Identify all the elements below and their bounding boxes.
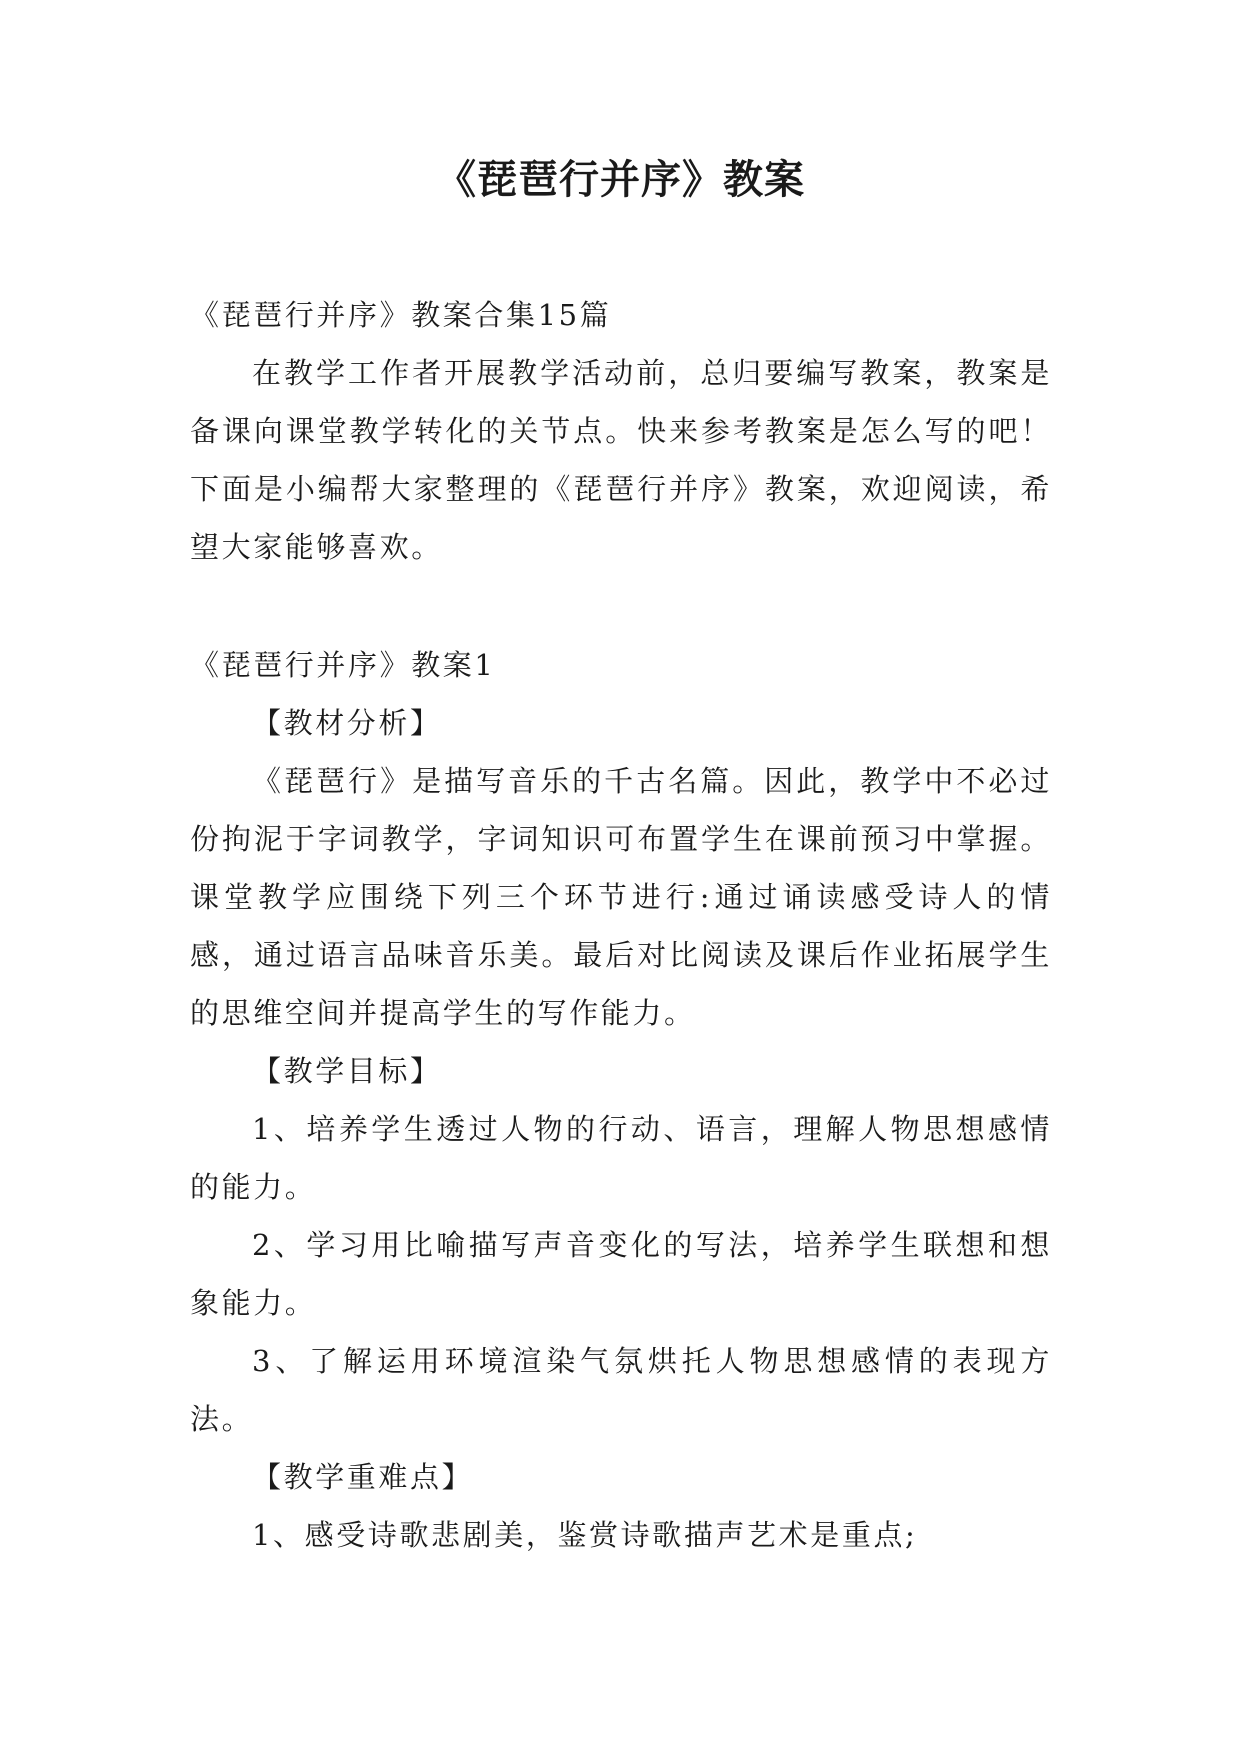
lesson-plan-1-section [190, 636, 1052, 1564]
document-title: 《琵琶行并序》教案 [436, 157, 805, 203]
analysis-paragraph: 《琵琶行》是描写音乐的千古名篇。因此，教学中不必过份拘泥于字词教学，字词知识可布置学生在课前预习中掌握。课堂教学应围绕下列三个环节进行:通过诵读感受诗人的情感，通过语言品味音乐美。最后对比阅读及课后作业拓展学生的思维空间并提高学生的写作能力。 [190, 764, 1052, 1030]
intro-section [190, 286, 1052, 576]
difficulty-item: 1、感受诗歌悲剧美，鉴赏诗歌描声艺术是重点; [252, 1518, 918, 1552]
goal-item: 3、了解运用环境渲染气氛烘托人物思想感情的表现方法。 [190, 1344, 1052, 1436]
difficulty-heading: 【教学重难点】 [252, 1460, 474, 1494]
goal-item: 1、培养学生透过人物的行动、语言，理解人物思想感情的能力。 [190, 1112, 1052, 1204]
goals-heading: 【教学目标】 [252, 1054, 442, 1088]
intro-paragraph: 在教学工作者开展教学活动前，总归要编写教案，教案是备课向课堂教学转化的关节点。快来参考教案是怎么写的吧！下面是小编帮大家整理的《琵琶行并序》教案，欢迎阅读，希望大家能够喜欢。 [190, 356, 1052, 564]
goal-item: 2、学习用比喻描写声音变化的写法，培养学生联想和想象能力。 [190, 1228, 1052, 1320]
analysis-heading: 【教材分析】 [252, 706, 442, 740]
section-heading: 《琵琶行并序》教案1 [190, 648, 496, 682]
collection-title: 《琵琶行并序》教案合集15篇 [190, 298, 612, 332]
